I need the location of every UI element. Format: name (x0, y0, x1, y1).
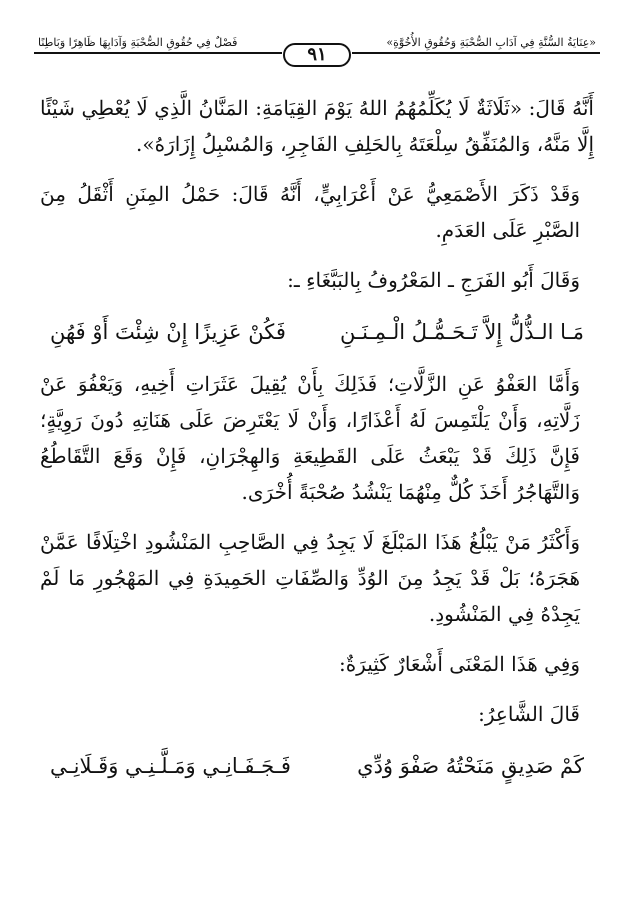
page-number: ٩١ (283, 43, 351, 67)
book-title: «عِنَايَةُ السُّنَّةِ فِي آدَابِ الصُّحْبَةِ وَحُقُوقِ الأُخُوَّةِ» (386, 36, 596, 49)
verse-2-second-hemistich: فَـجَـفَـانِـي وَمَـلَّـنِـي وَقَـلَانِـي (50, 754, 291, 778)
paragraph-asmai: وَقَدْ ذَكَرَ الأَصْمَعِيُّ عَنْ أَعْرَابِيٍّ، أَنَّهُ قَالَ: حَمْلُ المِنَنِ أَثْقَلُ مِنَ الصَّبْرِ عَلَى العَدَمِ. (40, 182, 580, 242)
page-body (40, 90, 594, 786)
verse-line-1 (40, 312, 594, 352)
paragraph-hadith: أَنَّهُ قَالَ: «ثَلَاثَةٌ لَا يُكَلِّمُهُمُ اللهُ يَوْمَ القِيَامَةِ: المَنَّانُ الَّذِي لَا يُعْطِي شَيْئًا إِلَّا مَنَّهُ، وَالمُنَفِّقُ سِلْعَتَهُ بِالحَلِفِ الفَاجِرِ، وَالمُسْبِلُ إِزَارَهُ». (40, 96, 594, 156)
chapter-title: فَصْلٌ فِي حُقُوقِ الصُّحْبَةِ وَآدَابِهَا ظَاهِرًا وَبَاطِنًا (38, 36, 238, 49)
header-rule-right (352, 52, 600, 54)
verse-line-2 (40, 746, 594, 786)
paragraph-poet-said: قَالَ الشَّاعِرُ: (478, 702, 580, 726)
paragraph-forgiveness: وَأَمَّا العَفْوُ عَنِ الزَّلَّاتِ؛ فَذَلِكَ بِأَنْ يُقِيلَ عَثَرَاتِ أَخِيهِ، وَيَعْفُوَ عَنْ زَلَّاتِهِ، وَأَنْ يَلْتَمِسَ لَهُ أَعْذَارًا، وَأَنْ لَا يَعْتَرِضَ عَلَى هَنَاتِهِ دُونَ رَوِيَّةٍ؛ فَإِنَّ ذَلِكَ قَدْ يَبْعَثُ عَلَى القَطِيعَةِ وَالهِجْرَانِ، فَإِنْ وَقَعَ التَّقَاطُعُ وَالتَّهَاجُرُ أَخَذَ كُلٌّ مِنْهُمَا يَنْشُدُ صُحْبَةً أُخْرَى. (40, 372, 580, 504)
paragraph-abu-faraj: وَقَالَ أَبُو الفَرَجِ ـ المَعْرُوفُ بِالبَبَّغَاءِ ـ: (287, 268, 580, 292)
verse-1-second-hemistich: فَكُنْ عَزِيزًا إِنْ شِئْتَ أَوْ فَهُنِ (50, 320, 286, 344)
verse-2-first-hemistich: كَمْ صَدِيقٍ مَنَحْتُهُ صَفْوَ وُدِّي (357, 754, 584, 778)
header-rule-left (34, 52, 282, 54)
page-header (34, 30, 600, 70)
paragraph-poems-intro: وَفِي هَذَا المَعْنَى أَشْعَارٌ كَثِيرَةٌ: (338, 652, 580, 676)
paragraph-seeker: وَأَكْثَرُ مَنْ يَبْلُغُ هَذَا المَبْلَغَ لَا يَجِدُ فِي الصَّاحِبِ المَنْشُودِ اخْتِلَافًا عَمَّنْ هَجَرَهُ؛ بَلْ قَدْ يَجِدُ مِنَ الوُدِّ وَالصِّفَاتِ الحَمِيدَةِ فِي المَهْجُورِ مَا لَمْ يَجِدْهُ فِي المَنْشُودِ. (40, 530, 580, 626)
verse-1-first-hemistich: مَـا الـذُّلُّ إِلاَّ تَـحَـمُّـلُ الْـمِـنَـنِ (339, 320, 584, 344)
